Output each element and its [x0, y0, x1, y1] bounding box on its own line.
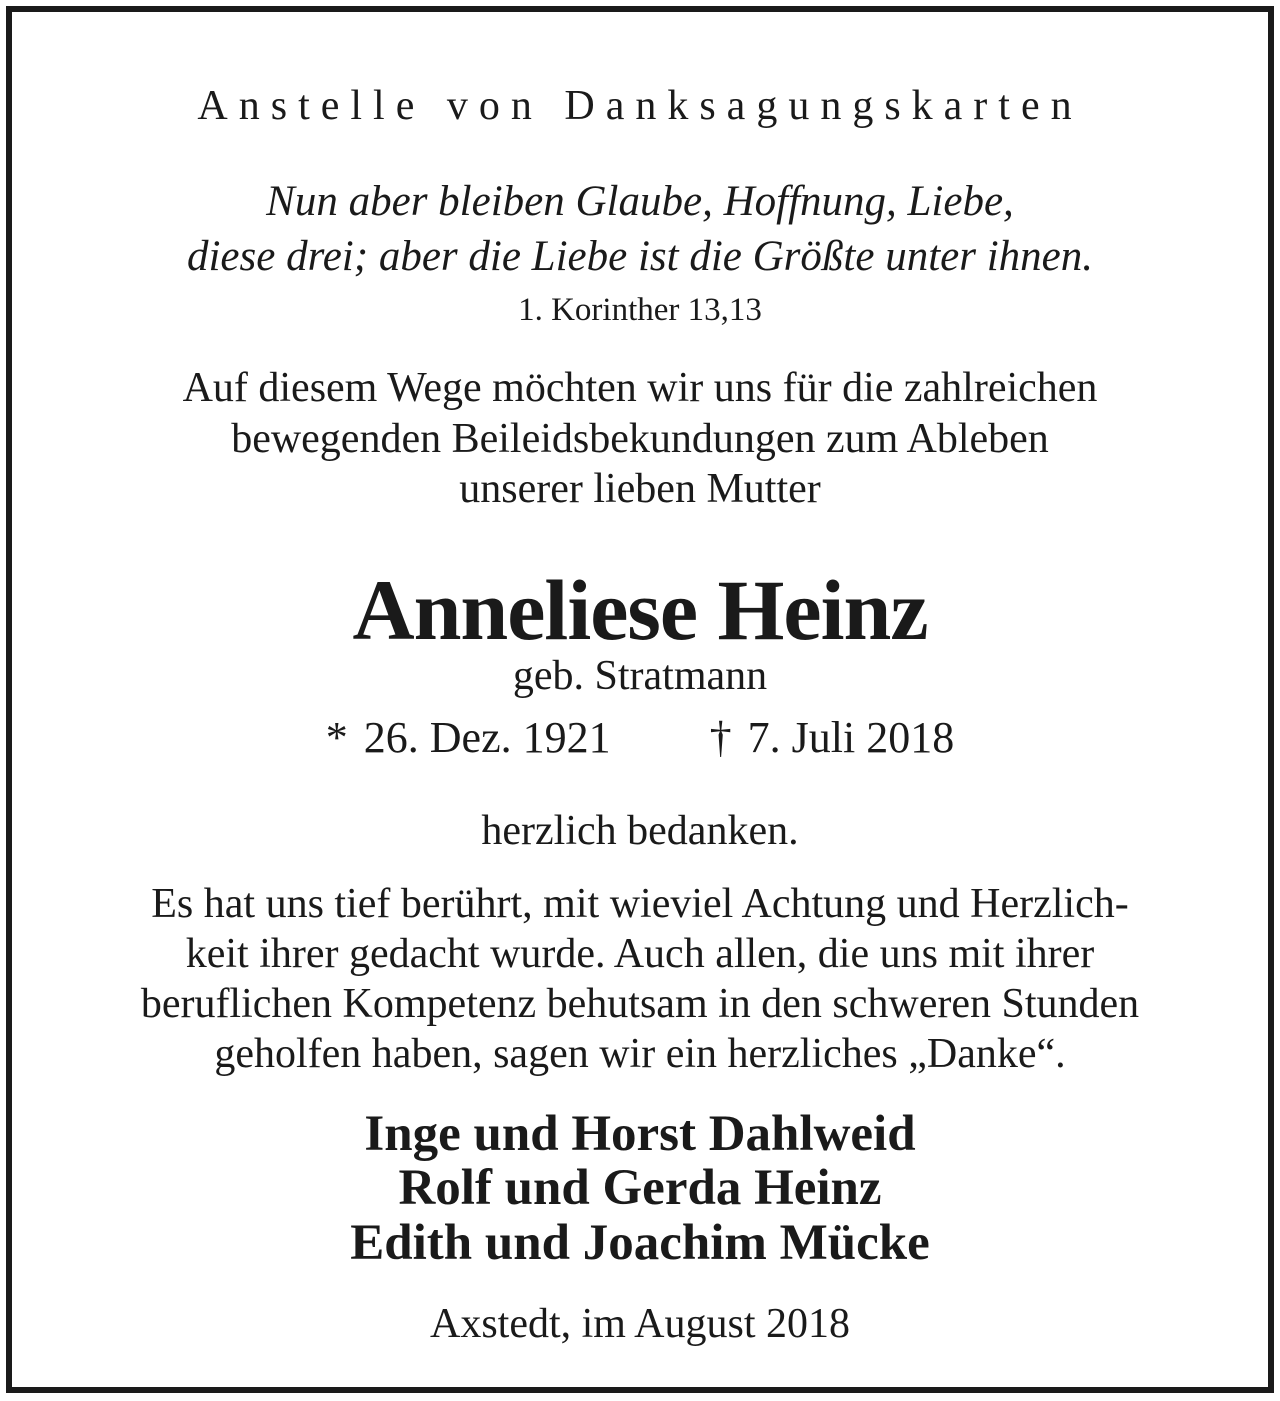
body-line-4: geholfen haben, sagen wir ein herzliches „Danke“.: [214, 1031, 1066, 1077]
intro-line-2: bewegenden Beileidsbekundungen zum Ableben: [231, 416, 1049, 462]
birth-star-icon: *: [325, 713, 348, 762]
death-date-group: [710, 712, 955, 763]
deceased-name: Anneliese Heinz: [352, 562, 928, 658]
birth-date: 26. Dez. 1921: [363, 713, 611, 762]
signer-2: Rolf und Gerda Heinz: [398, 1160, 882, 1216]
life-dates: [12, 712, 1268, 763]
verse-line-2: diese drei; aber die Liebe ist die Größte unter ihnen.: [186, 233, 1093, 280]
death-date: 7. Juli 2018: [747, 713, 955, 762]
signer-3: Edith und Joachim Mücke: [350, 1215, 930, 1271]
body-line-3: beruflichen Kompetenz behutsam in den schweren Stunden: [140, 981, 1140, 1027]
header-title: Anstelle von Danksagungskarten: [197, 83, 1083, 129]
birth-date-group: [326, 712, 611, 763]
closing-place-date: Axstedt, im August 2018: [429, 1301, 851, 1347]
intro-line-3: unserer lieben Mutter: [459, 466, 821, 512]
maiden-name: geb. Stratmann: [512, 653, 768, 699]
notice-card: [6, 6, 1274, 1393]
verse-reference: 1. Korinther 13,13: [518, 292, 762, 328]
body-line-2: keit ihrer gedacht wurde. Auch allen, die uns mit ihrer: [185, 931, 1095, 977]
body-line-1: Es hat uns tief berührt, mit wieviel Achtung und Herzlich-: [151, 881, 1129, 927]
signer-1: Inge und Horst Dahlweid: [364, 1106, 916, 1162]
death-cross-icon: †: [709, 713, 732, 762]
thanks-line: herzlich bedanken.: [481, 808, 799, 854]
intro-line-1: Auf diesem Wege möchten wir uns für die zahlreichen: [182, 365, 1098, 411]
verse-line-1: Nun aber bleiben Glaube, Hoffnung, Liebe,: [266, 178, 1014, 225]
